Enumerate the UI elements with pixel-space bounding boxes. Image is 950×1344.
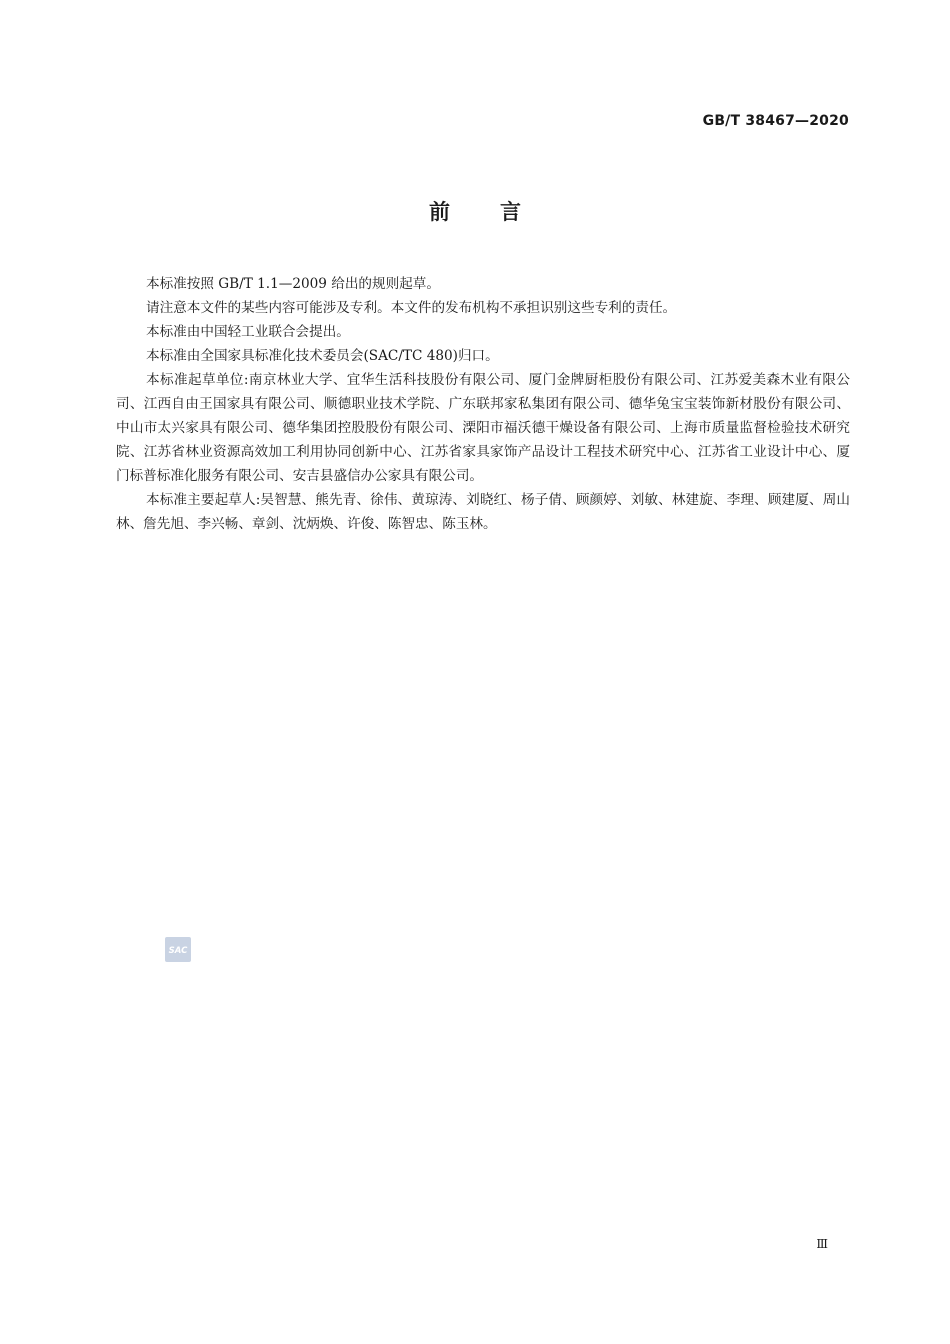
paragraph-centralized-by: 本标准由全国家具标准化技术委员会(SAC/TC 480)归口。: [146, 348, 499, 364]
paragraph-drafting-units: 本标准起草单位:南京林业大学、宜华生活科技股份有限公司、厦门金牌厨柜股份有限公司、江苏爱美森木业有限公司、江西自由王国家具有限公司、顺德职业技术学院、广东联邦家私集团有限公司、德华兔宝宝装饰新材股份有限公司、中山市太兴家具有限公司、德华集团控股股份有限公司、溧阳市福沃德干燥设备有限公司、上海市质量监督检验技术研究院、江苏省林业资源高效加工利用协同创新中心、江苏省家具家饰产品设计工程技术研究中心、江苏省工业设计中心、厦门标普标准化服务有限公司、安吉县盛信办公家具有限公司。: [116, 372, 850, 484]
paragraph-drafters: 本标准主要起草人:吴智慧、熊先青、徐伟、黄琼涛、刘晓红、杨子倩、顾颜婷、刘敏、林建旋、李理、顾建厦、周山林、詹先旭、李兴畅、章剑、沈炳焕、许俊、陈智忠、陈玉林。: [116, 492, 850, 532]
paragraph-proposer: 本标准由中国轻工业联合会提出。: [146, 324, 350, 340]
page-title: 前言: [429, 200, 571, 224]
sac-logo-icon: [165, 937, 191, 962]
standard-number: GB/T 38467—2020: [702, 113, 849, 129]
foreword-body: [116, 272, 850, 536]
paragraph-drafting-rules: 本标准按照 GB/T 1.1—2009 给出的规则起草。: [146, 276, 440, 292]
sac-logo-text: SAC: [168, 946, 188, 956]
paragraph-patent-notice: 请注意本文件的某些内容可能涉及专利。本文件的发布机构不承担识别这些专利的责任。: [146, 300, 677, 316]
page-number: Ⅲ: [816, 1237, 828, 1251]
